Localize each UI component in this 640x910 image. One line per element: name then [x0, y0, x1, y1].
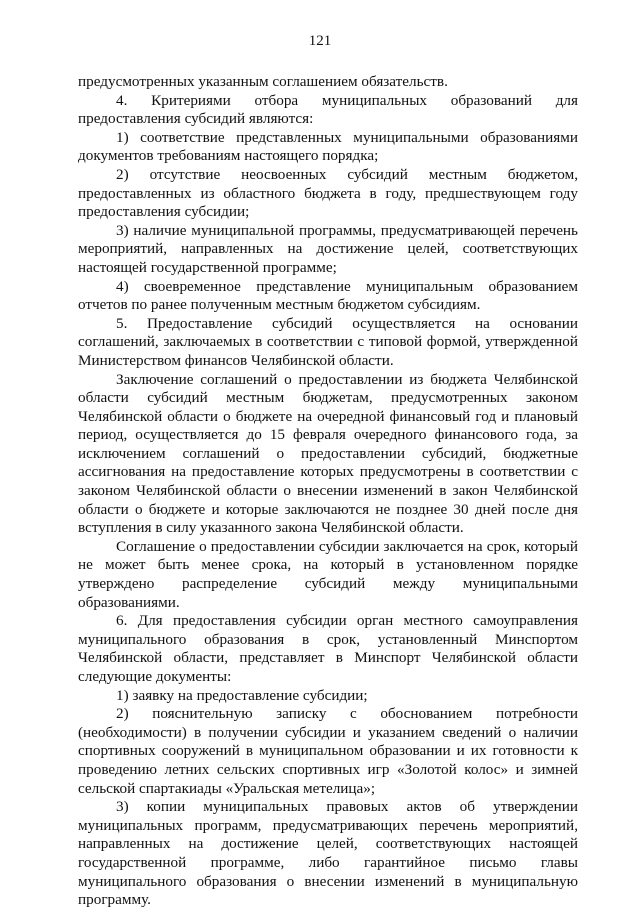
paragraph-10: 6. Для предоставления субсидии орган местного самоуправления муниципального образования в срок, установленный Минспортом Челябинской области, представляет в Минспорт Челябинской области следующие документы: — [78, 612, 578, 685]
document-body — [78, 73, 578, 910]
paragraph-2: 4. Критериями отбора муниципальных образований для предоставления субсидий являются: — [78, 91, 578, 128]
paragraph-8: Заключение соглашений о предоставлении из бюджета Челябинской области субсидий местным бюджетам, предусмотренных законом Челябинской области о бюджете на очередной финансовый год и плановый период, осуществляется до 15 февраля очередного финансового года, за исключением соглашений о предоставлении субсидий, бюджетные ассигнования на предоставление которых предусмотрены в соответствии с законом Челябинской области о внесении изменений в закон Челябинской области о бюджете и которые заключаются не позднее 30 дней после дня вступления в силу указанного закона Челябинской области. — [78, 370, 578, 537]
paragraph-4: 2) отсутствие неосвоенных субсидий местным бюджетом, предоставленных из областного бюджета в году, предшествующем году предоставления субсидии; — [78, 165, 578, 221]
paragraph-7: 5. Предоставление субсидий осуществляется на основании соглашений, заключаемых в соответствии с типовой формой, утвержденной Министерством финансов Челябинской области. — [78, 314, 578, 369]
page-number: 121 — [308, 33, 332, 49]
paragraph-6: 4) своевременное представление муниципальным образованием отчетов по ранее полученным местным бюджетом субсидиям. — [78, 277, 578, 314]
paragraph-11: 1) заявку на предоставление субсидии; — [116, 686, 368, 704]
paragraph-3: 1) соответствие представленных муниципальными образованиями документов требованиям настоящего порядка; — [78, 128, 578, 165]
paragraph-13: 3) копии муниципальных правовых актов об утверждении муниципальных программ, предусматривающих перечень мероприятий, направленных на достижение целей, соответствующих настоящей государственной программе, либо гарантийное письмо главы муниципального образования о внесении изменений в муниципальную программу. — [78, 798, 578, 909]
paragraph-12: 2) пояснительную записку с обоснованием потребности (необходимости) в получении субсидии и указанием сведений о наличии спортивных сооружений в муниципальном образовании и их готовности к проведению летних сельских спортивных игр «Золотой колос» и зимней сельской спартакиады «Уральская метелица»; — [78, 705, 578, 797]
paragraph-1: предусмотренных указанным соглашением обязательств. — [78, 73, 448, 90]
paragraph-5: 3) наличие муниципальной программы, предусматривающей перечень мероприятий, направленных на достижение целей, соответствующих настоящей государственной программе; — [78, 221, 578, 276]
paragraph-9: Соглашение о предоставлении субсидии заключается на срок, который не может быть менее срока, на который в установленном порядке утверждено распределение субсидий между муниципальными образованиями. — [78, 537, 578, 611]
